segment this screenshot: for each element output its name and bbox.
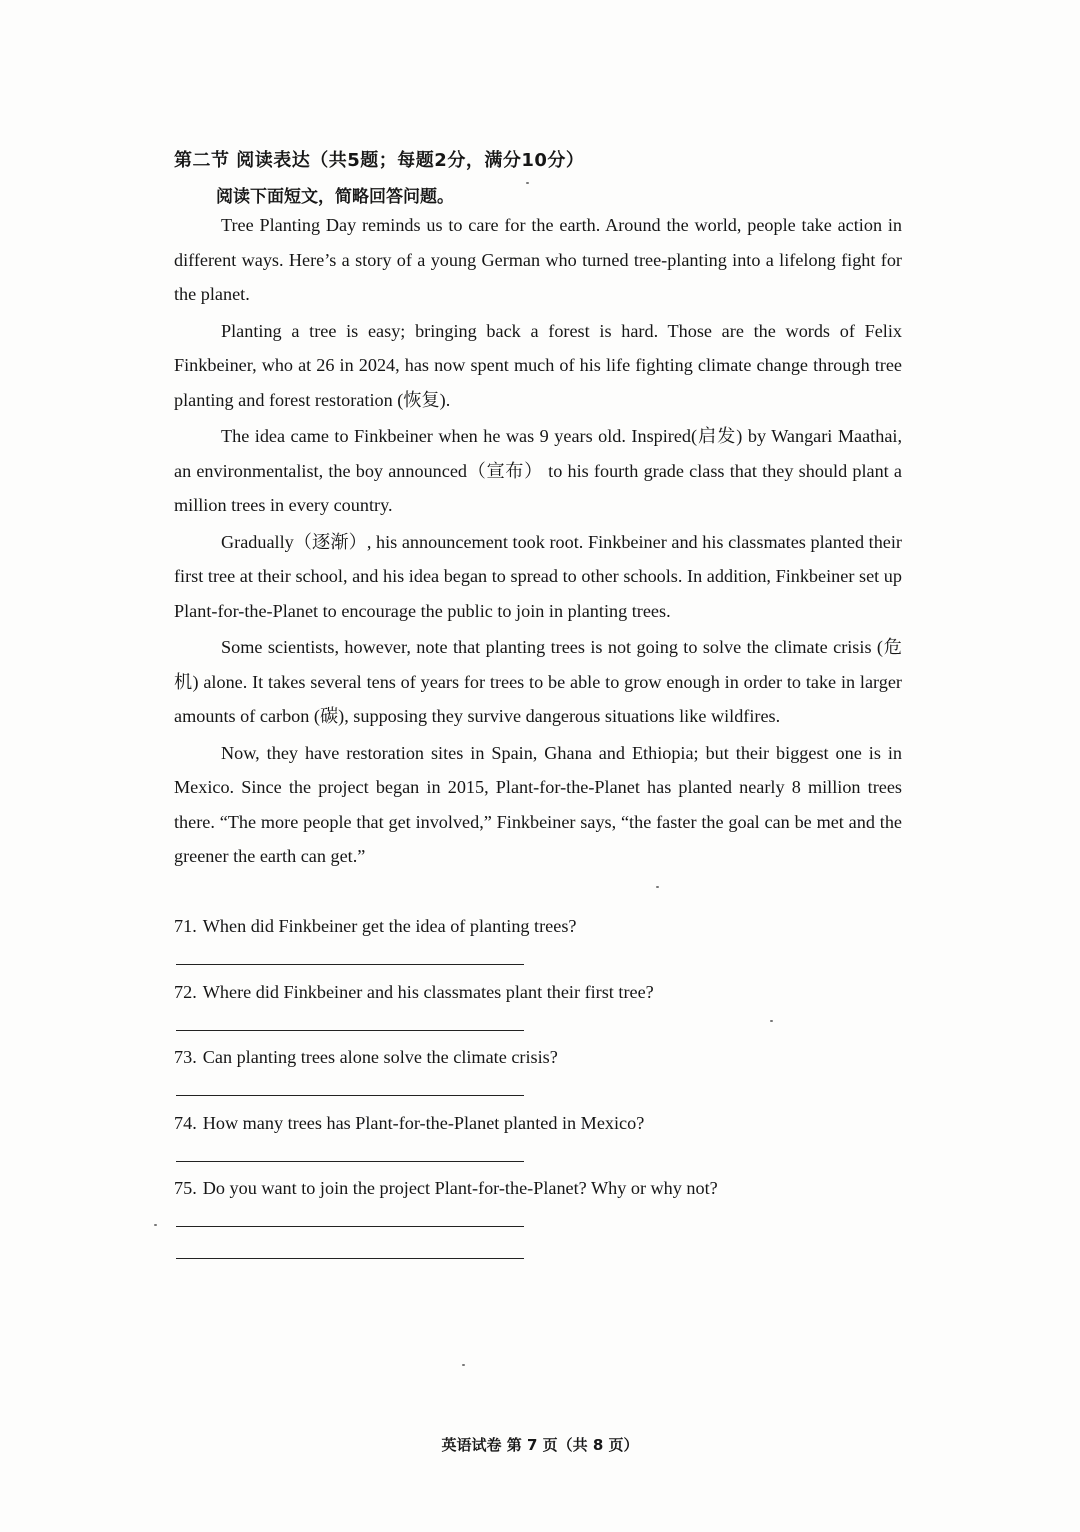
answer-line[interactable] xyxy=(176,1161,524,1162)
section-title: 第二节 阅读表达（共5题；每题2分，满分10分） xyxy=(174,150,585,171)
passage-paragraph: Now, they have restoration sites in Spain, Ghana and Ethiopia; but their biggest one is in Mexico. Since the project began in 2015, Plant-for-the-Planet has planted nearly 8 million trees there. “The more people that get involved,” Finkbeiner says, “the faster the goal can be met and the greener the earth can get.” xyxy=(174,742,902,866)
scan-speck xyxy=(526,182,529,184)
passage-paragraph: Planting a tree is easy; bringing back a forest is hard. Those are the words of Felix Finkbeiner, who at 26 in 2024, has now spent much of his life fighting climate change through tree planting and forest restoration (恢复). xyxy=(174,320,902,410)
question-text xyxy=(174,1174,902,1202)
passage-paragraph: Gradually（逐渐）, his announcement took root. Finkbeiner and his classmates planted their first tree at their school, and his idea began to spread to other schools. In addition, Finkbeiner set up Plant-for-the-Planet to encourage the public to join in planting trees. xyxy=(174,531,902,621)
question-number: 75. xyxy=(174,1178,197,1198)
question-text xyxy=(174,1043,902,1071)
answer-line[interactable] xyxy=(176,1226,524,1227)
question-text xyxy=(174,978,902,1006)
question-prompt: Can planting trees alone solve the climate crisis? xyxy=(202,1047,558,1067)
question-text xyxy=(174,912,902,940)
question-number: 74. xyxy=(174,1112,197,1133)
answer-line[interactable] xyxy=(176,1095,524,1096)
answer-line[interactable] xyxy=(176,1258,524,1259)
question-73 xyxy=(174,1043,902,1109)
answer-line[interactable] xyxy=(176,1030,524,1031)
section-instruction: 阅读下面短文，简略回答问题。 xyxy=(216,187,454,207)
passage-paragraph: The idea came to Finkbeiner when he was 9 years old. Inspired(启发) by Wangari Maathai, an environmentalist, the boy announced（宣布） to his fourth grade class that they should plant a million trees in every country. xyxy=(174,426,902,515)
passage-paragraph: Tree Planting Day reminds us to care for the earth. Around the world, people take action in different ways. Here’s a story of a young German who turned tree-planting into a lifelong fight for the planet. xyxy=(174,215,902,304)
question-71 xyxy=(174,912,902,978)
question-text xyxy=(174,1109,902,1137)
question-number: 71. xyxy=(174,916,197,936)
question-number: 72. xyxy=(174,981,197,1002)
reading-passage xyxy=(174,208,902,874)
question-prompt: Where did Finkbeiner and his classmates plant their first tree? xyxy=(202,981,654,1002)
passage-paragraph: Some scientists, however, note that planting trees is not going to solve the climate crisis (危机) alone. It takes several tens of years for trees to be able to grow enough in order to take in larger amounts of carbon (碳), supposing they survive dangerous situations like wildfires. xyxy=(174,637,902,726)
question-75 xyxy=(174,1174,902,1240)
question-list xyxy=(174,912,902,1240)
question-prompt: How many trees has Plant-for-the-Planet planted in Mexico? xyxy=(202,1112,645,1133)
scan-speck xyxy=(770,1020,773,1022)
question-74 xyxy=(174,1109,902,1175)
scan-speck xyxy=(154,1224,157,1226)
page-footer: 英语试卷 第 7 页（共 8 页） xyxy=(441,1436,639,1454)
answer-line[interactable] xyxy=(176,964,524,965)
question-prompt: Do you want to join the project Plant-for-the-Planet? Why or why not? xyxy=(202,1178,718,1198)
question-72 xyxy=(174,978,902,1044)
question-number: 73. xyxy=(174,1047,197,1067)
question-prompt: When did Finkbeiner get the idea of planting trees? xyxy=(202,916,577,936)
scan-speck xyxy=(656,886,659,888)
scan-speck xyxy=(462,1364,465,1366)
